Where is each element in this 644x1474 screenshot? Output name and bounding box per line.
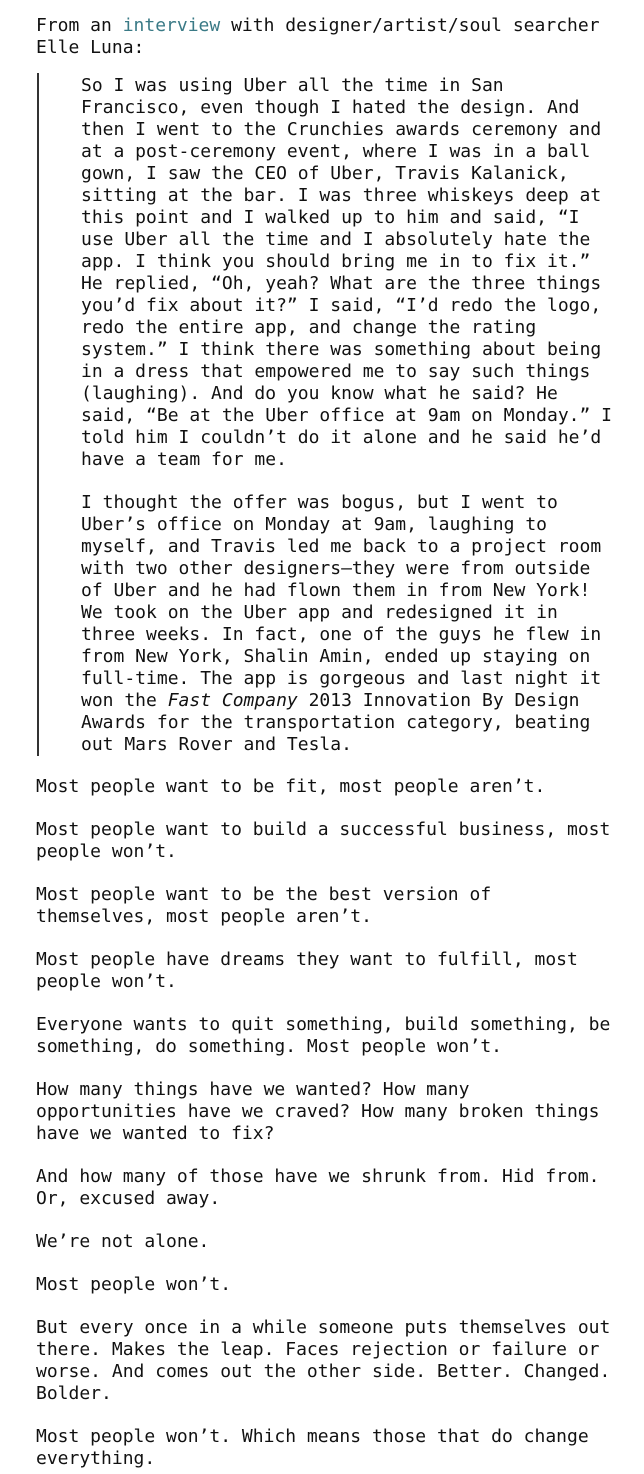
body-paragraph-9: Most people won’t. xyxy=(36,1274,232,1295)
publication-name: Fast Company xyxy=(167,690,298,711)
article-body xyxy=(36,15,616,1470)
body-paragraph-7: And how many of those have we shrunk from. Hid from. Or, excused away. xyxy=(36,1166,600,1209)
body-paragraph-11: Most people won’t. Which means those that do change everything. xyxy=(36,1426,589,1469)
body-paragraph-1: Most people want to be fit, most people aren’t. xyxy=(36,776,546,797)
body-paragraph-8: We’re not alone. xyxy=(36,1231,210,1252)
quote-paragraph-1: So I was using Uber all the time in San Francisco, even though I hated the design. And then I went to the Crunchies awards ceremony and at a post-ceremony event, where I was in a ball gown, I saw the CEO of Uber, Travis Kalanick, sitting at the bar. I was three whiskeys deep at this point and I walked up to him and said, “I use Uber all the time and I absolutely hate the app. I think you should bring me in to fix it.” He replied, “Oh, yeah? What are the three things you’d fix about it?” I said, “I’d redo the logo, redo the entire app, and change the rating system.” I think there was something about being in a dress that empowered me to say such things (laughing). And do you know what he said? He said, “Be at the Uber office at 9am on Monday.” I told him I couldn’t do it alone and he said he’d have a team for me. xyxy=(81,75,613,470)
body-paragraph-2: Most people want to build a successful business, most people won’t. xyxy=(36,819,611,862)
intro-text-after: with designer/artist/soul searcher Elle Luna: xyxy=(36,15,600,58)
interview-link[interactable]: interview xyxy=(122,15,221,36)
quote-paragraph-2-after: 2013 Innovation By Design Awards for the transportation category, beating out Mars Rover and Tesla. xyxy=(81,690,591,755)
interview-blockquote xyxy=(37,73,616,756)
body-paragraph-5: Everyone wants to quit something, build something, be something, do something. Most people won’t. xyxy=(36,1014,611,1057)
body-paragraph-4: Most people have dreams they want to fulfill, most people won’t. xyxy=(36,949,578,992)
quote-paragraph-2-before: I thought the offer was bogus, but I went to Uber’s office on Monday at 9am, laughing to myself, and Travis led me back to a project room with two other designers—they were from outside of Uber and he had flown them in from New York! We took on the Uber app and redesigned it in three weeks. In fact, one of the guys he flew in from New York, Shalin Amin, ended up staying on full-time. The app is gorgeous and last night it won the xyxy=(81,492,602,711)
body-paragraph-3: Most people want to be the best version of themselves, most people aren’t. xyxy=(36,884,492,927)
body-paragraph-6: How many things have we wanted? How many opportunities have we craved? How many broken things have we wanted to fix? xyxy=(36,1079,600,1144)
quote-paragraph-2 xyxy=(81,492,616,756)
body-paragraph-10: But every once in a while someone puts themselves out there. Makes the leap. Faces rejection or failure or worse. And comes out the other side. Better. Changed. Bolder. xyxy=(36,1317,611,1404)
intro-paragraph xyxy=(36,15,616,59)
intro-text-before: From an xyxy=(36,15,123,36)
